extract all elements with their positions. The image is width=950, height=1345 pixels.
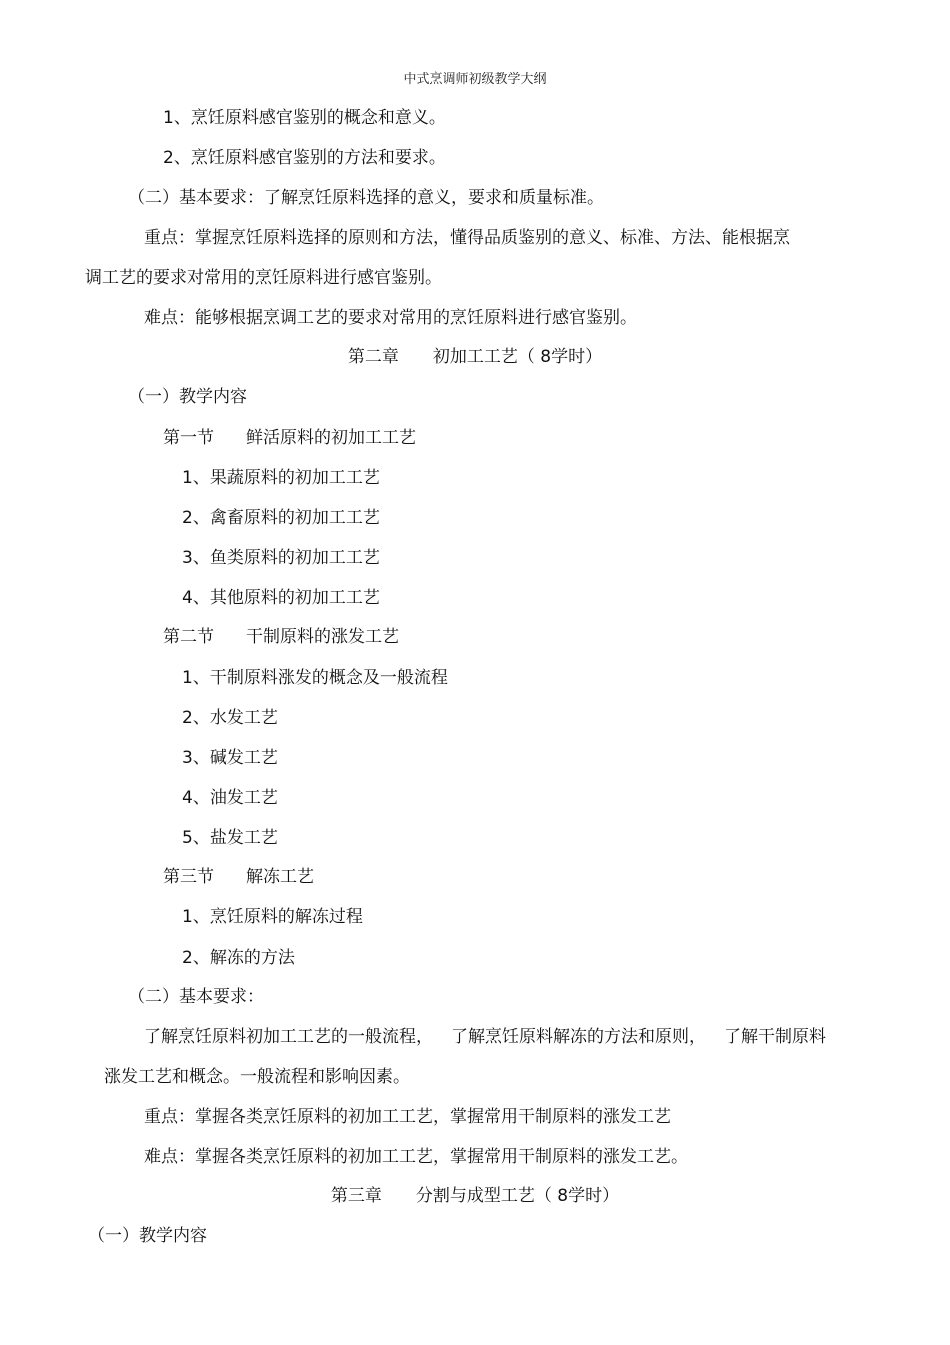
chapter-title [0, 346, 950, 368]
chapter-number: 第三章 [330, 1186, 382, 1206]
key-point: 重点：掌握烹饪原料选择的原则和方法，懂得品质鉴别的意义、标准、方法、能根据烹 [144, 228, 790, 248]
subsection-number: 第一节 [163, 428, 214, 448]
text-line: 1、烹饪原料感官鉴别的概念和意义。 [163, 108, 446, 128]
list-item: 3、鱼类原料的初加工工艺 [182, 548, 380, 568]
chapter-name: 初加工工艺（ 8学时） [432, 347, 603, 367]
list-item: 3、碱发工艺 [182, 748, 278, 768]
list-item: 4、油发工艺 [182, 788, 278, 808]
requirement-continued: 涨发工艺和概念。一般流程和影响因素。 [104, 1067, 410, 1087]
chapter-name: 分割与成型工艺（ 8学时） [415, 1186, 620, 1206]
text-line: 2、烹饪原料感官鉴别的方法和要求。 [163, 148, 446, 168]
subsection-number: 第二节 [163, 627, 214, 647]
key-point: 重点：掌握各类烹饪原料的初加工工艺，掌握常用干制原料的涨发工艺 [144, 1107, 671, 1127]
list-item: 2、禽畜原料的初加工工艺 [182, 508, 380, 528]
subsection-name: 解冻工艺 [246, 867, 314, 887]
subsection-name: 干制原料的涨发工艺 [246, 627, 399, 647]
section-heading: （二）基本要求：了解烹饪原料选择的意义，要求和质量标准。 [128, 188, 604, 208]
requirement-part: 了解烹饪原料初加工工艺的一般流程， [144, 1027, 433, 1047]
requirement-part: 了解烹饪原料解冻的方法和原则， [451, 1027, 706, 1047]
list-item: 2、解冻的方法 [182, 948, 295, 968]
requirement-paragraph [144, 1026, 826, 1048]
chapter-number: 第二章 [347, 347, 399, 367]
page-header: 中式烹调师初级教学大纲 [403, 72, 547, 87]
list-item: 1、干制原料涨发的概念及一般流程 [182, 668, 448, 688]
list-item: 2、水发工艺 [182, 708, 278, 728]
section-heading: （二）基本要求： [128, 987, 264, 1007]
difficult-point: 难点：掌握各类烹饪原料的初加工工艺，掌握常用干制原料的涨发工艺。 [144, 1147, 688, 1167]
chapter-title [0, 1185, 950, 1207]
difficult-point: 难点：能够根据烹调工艺的要求对常用的烹饪原料进行感官鉴别。 [144, 308, 637, 328]
subsection-title [163, 427, 416, 449]
section-heading: （一）教学内容 [88, 1226, 207, 1246]
subsection-title [163, 626, 399, 648]
list-item: 1、果蔬原料的初加工工艺 [182, 468, 380, 488]
key-point-continued: 调工艺的要求对常用的烹饪原料进行感官鉴别。 [85, 268, 442, 288]
subsection-name: 鲜活原料的初加工工艺 [246, 428, 416, 448]
subsection-number: 第三节 [163, 867, 214, 887]
list-item: 5、盐发工艺 [182, 828, 278, 848]
section-heading: （一）教学内容 [128, 387, 247, 407]
requirement-part: 了解干制原料 [724, 1027, 826, 1047]
list-item: 1、烹饪原料的解冻过程 [182, 907, 363, 927]
list-item: 4、其他原料的初加工工艺 [182, 588, 380, 608]
subsection-title [163, 866, 314, 888]
